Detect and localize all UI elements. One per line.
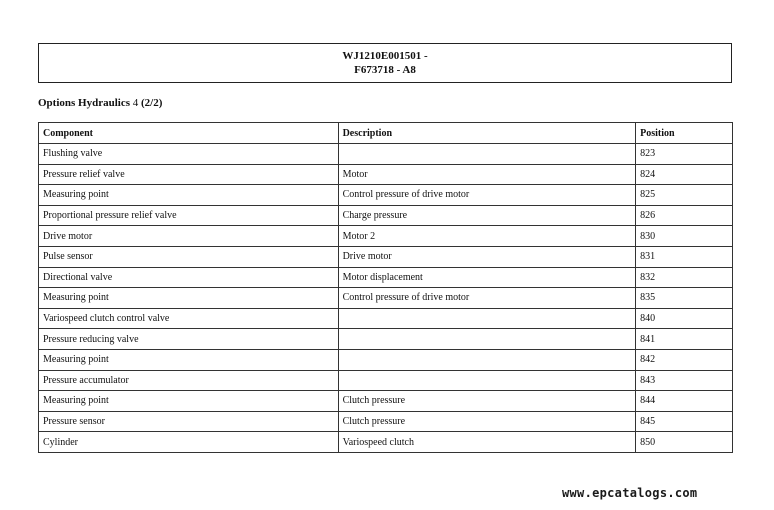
- cell-position: 841: [636, 329, 733, 350]
- cell-description: Charge pressure: [338, 205, 636, 226]
- table-header-row: [39, 123, 733, 144]
- table-row: [39, 267, 733, 288]
- cell-component: Measuring point: [39, 185, 339, 206]
- document-revision: F673718 - A8: [354, 64, 416, 76]
- cell-description: Clutch pressure: [338, 391, 636, 412]
- cell-description: Motor displacement: [338, 267, 636, 288]
- cell-description: [338, 370, 636, 391]
- column-header-component: Component: [39, 123, 339, 144]
- cell-description: Motor 2: [338, 226, 636, 247]
- cell-component: Pulse sensor: [39, 246, 339, 267]
- table-row: [39, 226, 733, 247]
- cell-position: 831: [636, 246, 733, 267]
- cell-component: Directional valve: [39, 267, 339, 288]
- cell-position: 843: [636, 370, 733, 391]
- table-row: [39, 185, 733, 206]
- cell-description: Drive motor: [338, 246, 636, 267]
- cell-position: 832: [636, 267, 733, 288]
- table-row: [39, 370, 733, 391]
- cell-description: [338, 144, 636, 165]
- column-header-description: Description: [338, 123, 636, 144]
- cell-description: [338, 349, 636, 370]
- table-row: [39, 144, 733, 165]
- cell-position: 844: [636, 391, 733, 412]
- document-id: WJ1210E001501 -: [342, 50, 428, 62]
- cell-position: 840: [636, 308, 733, 329]
- cell-description: Control pressure of drive motor: [338, 288, 636, 309]
- cell-position: 823: [636, 144, 733, 165]
- cell-component: Pressure relief valve: [39, 164, 339, 185]
- column-header-position: Position: [636, 123, 733, 144]
- cell-component: Pressure accumulator: [39, 370, 339, 391]
- table-row: [39, 411, 733, 432]
- section-title: [38, 97, 162, 109]
- table-row: [39, 246, 733, 267]
- cell-component: Drive motor: [39, 226, 339, 247]
- table-row: [39, 432, 733, 453]
- components-table: [38, 122, 733, 453]
- cell-description: Control pressure of drive motor: [338, 185, 636, 206]
- table-row: [39, 329, 733, 350]
- section-part: 4: [132, 97, 139, 109]
- table-row: [39, 308, 733, 329]
- cell-description: [338, 329, 636, 350]
- cell-position: 830: [636, 226, 733, 247]
- cell-component: Pressure reducing valve: [39, 329, 339, 350]
- watermark-url: www.epcatalogs.com: [562, 486, 698, 500]
- cell-position: 850: [636, 432, 733, 453]
- section-page: (2/2): [141, 97, 163, 109]
- cell-description: Clutch pressure: [338, 411, 636, 432]
- cell-component: Measuring point: [39, 391, 339, 412]
- cell-component: Flushing valve: [39, 144, 339, 165]
- cell-description: [338, 308, 636, 329]
- cell-position: 845: [636, 411, 733, 432]
- cell-component: Pressure sensor: [39, 411, 339, 432]
- table-row: [39, 288, 733, 309]
- cell-position: 826: [636, 205, 733, 226]
- table-row: [39, 391, 733, 412]
- cell-position: 824: [636, 164, 733, 185]
- cell-position: 842: [636, 349, 733, 370]
- cell-description: Motor: [338, 164, 636, 185]
- cell-component: Measuring point: [39, 288, 339, 309]
- cell-component: Measuring point: [39, 349, 339, 370]
- table-row: [39, 205, 733, 226]
- cell-position: 835: [636, 288, 733, 309]
- cell-component: Proportional pressure relief valve: [39, 205, 339, 226]
- table-row: [39, 164, 733, 185]
- section-title-text: Options Hydraulics: [38, 97, 130, 109]
- cell-position: 825: [636, 185, 733, 206]
- table-row: [39, 349, 733, 370]
- cell-component: Cylinder: [39, 432, 339, 453]
- cell-description: Variospeed clutch: [338, 432, 636, 453]
- document-header: [38, 43, 732, 83]
- cell-component: Variospeed clutch control valve: [39, 308, 339, 329]
